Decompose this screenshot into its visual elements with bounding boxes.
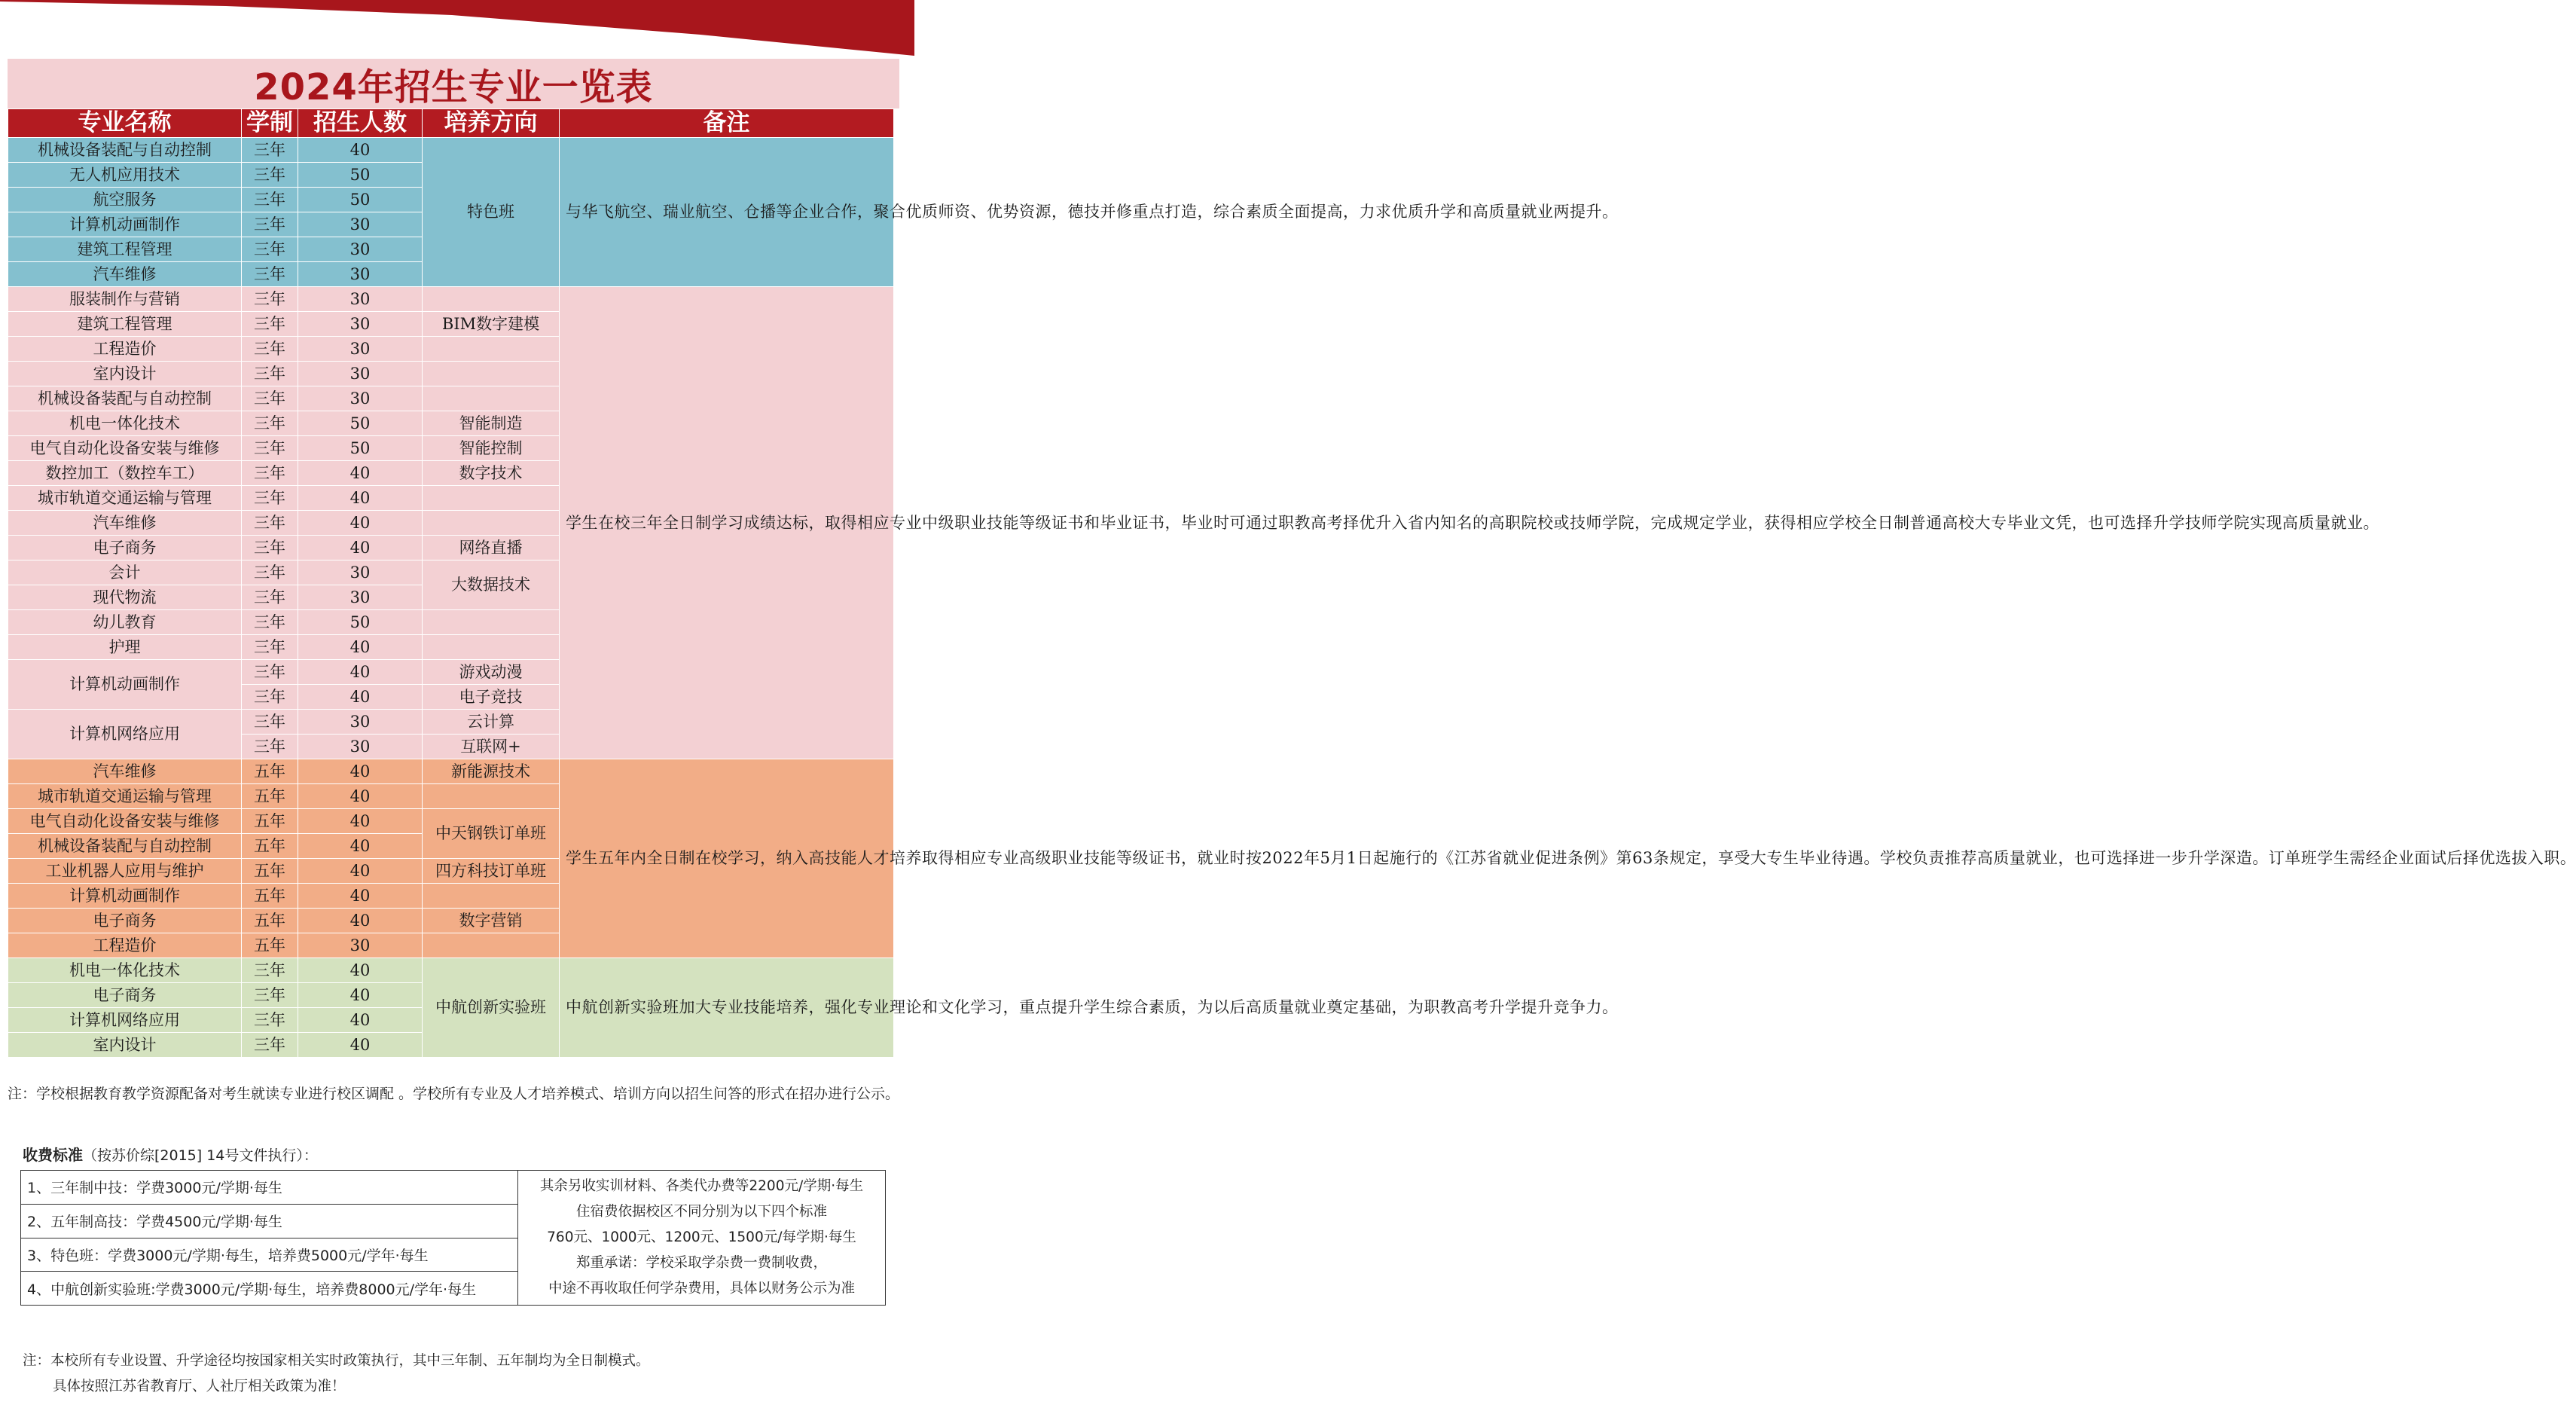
enrollment: 40 [298,138,423,163]
enrollment: 40 [298,536,423,560]
duration: 五年 [242,933,298,958]
major-name: 室内设计 [8,1033,242,1058]
duration: 三年 [242,163,298,188]
enrollment: 40 [298,461,423,486]
duration: 五年 [242,859,298,884]
enrollment: 50 [298,610,423,635]
page-title: 2024年招生专业一览表 [8,59,899,108]
table-row [8,958,894,983]
direction: 大数据技术 [423,560,560,610]
major-name: 数控加工（数控车工） [8,461,242,486]
enrollment: 30 [298,735,423,759]
direction [423,784,560,809]
duration: 三年 [242,710,298,735]
duration: 三年 [242,411,298,436]
direction: 互联网+ [423,735,560,759]
direction [423,337,560,362]
group-three-year [8,287,2379,759]
major-name: 服装制作与营销 [8,287,242,312]
duration: 三年 [242,362,298,386]
enrollment: 30 [298,585,423,610]
enrollment: 30 [298,237,423,262]
duration: 三年 [242,610,298,635]
major-name: 护理 [8,635,242,660]
fee-extra-line: 郑重承诺：学校采取学杂费一费制收费， [575,1255,827,1271]
direction [423,386,560,411]
enrollment: 30 [298,560,423,585]
duration: 三年 [242,585,298,610]
majors-table [8,108,2576,1058]
major-name: 计算机动画制作 [8,660,242,710]
direction [423,884,560,909]
remark: 学生五年内全日制在校学习，纳入高技能人才培养取得相应专业高级职业技能等级证书，就业时按2022年5月1日起施行的《江苏省就业促进条例》第63条规定，享受大专生毕业待遇。学校负责推荐高质量就业，也可选择进一步升学深造。订单班学生需经企业面试后择优选拔入职。 [560,759,894,958]
duration: 三年 [242,983,298,1008]
direction: 特色班 [423,138,560,287]
enrollment: 40 [298,983,423,1008]
fee-extra-info [518,1171,886,1306]
policy-note [23,1348,889,1400]
direction [423,511,560,536]
direction: 网络直播 [423,536,560,560]
direction [423,287,560,312]
major-name: 建筑工程管理 [8,237,242,262]
direction: 数字营销 [423,909,560,933]
remark: 学生在校三年全日制学习成绩达标，取得相应专业中级职业技能等级证书和毕业证书，毕业时可通过职教高考择优升入省内知名的高职院校或技师学院，完成规定学业，获得相应学校全日制普通高校大专毕业文凭，也可选择升学技师学院实现高质量就业。 [560,287,894,759]
major-name: 机械设备装配与自动控制 [8,834,242,859]
direction: 游戏动漫 [423,660,560,685]
header-remarks: 备注 [560,109,894,138]
enrollment: 50 [298,188,423,212]
duration: 五年 [242,809,298,834]
fee-extra-line: 其余另收实训材料、各类代办费等2200元/学期·每生 [539,1178,864,1194]
major-name: 幼儿教育 [8,610,242,635]
major-name: 无人机应用技术 [8,163,242,188]
enrollment: 30 [298,212,423,237]
fee-standard-heading [23,1143,318,1165]
header-direction: 培养方向 [423,109,560,138]
major-name: 计算机网络应用 [8,1008,242,1033]
direction: 中天钢铁订单班 [423,809,560,859]
enrollment: 40 [298,834,423,859]
policy-note-line2: 具体按照江苏省教育厅、人社厅相关政策为准！ [53,1379,346,1394]
enrollment: 40 [298,958,423,983]
duration: 三年 [242,312,298,337]
policy-note-line1: 注：本校所有专业设置、升学途径均按国家相关实时政策执行，其中三年制、五年制均为全日制模式。 [23,1353,650,1369]
major-name: 会计 [8,560,242,585]
duration: 三年 [242,486,298,511]
header-enrollment: 招生人数 [298,109,423,138]
enrollment: 40 [298,859,423,884]
major-name: 机械设备装配与自动控制 [8,386,242,411]
header-duration: 学制 [242,109,298,138]
major-name: 航空服务 [8,188,242,212]
enrollment: 50 [298,436,423,461]
top-decorative-band [0,0,914,59]
duration: 三年 [242,735,298,759]
enrollment: 40 [298,1033,423,1058]
enrollment: 30 [298,386,423,411]
enrollment: 30 [298,710,423,735]
fee-extra-line: 住宿费依据校区不同分别为以下四个标准 [575,1204,827,1220]
major-name: 工业机器人应用与维护 [8,859,242,884]
major-name: 计算机网络应用 [8,710,242,759]
enrollment: 50 [298,411,423,436]
group-innovation-class [8,958,1619,1058]
duration: 三年 [242,685,298,710]
enrollment: 40 [298,759,423,784]
enrollment: 30 [298,933,423,958]
major-name: 计算机动画制作 [8,212,242,237]
fee-row [21,1171,886,1205]
fee-item: 1、三年制中技：学费3000元/学期·每生 [21,1171,518,1205]
fee-extra-line: 760元、1000元、1200元、1500元/每学期·每生 [547,1229,856,1245]
direction: 中航创新实验班 [423,958,560,1058]
fee-table [20,1170,886,1306]
direction: 数字技术 [423,461,560,486]
table-row [8,759,894,784]
remark: 与华飞航空、瑞业航空、仓播等企业合作，聚合优质师资、优势资源，德技并修重点打造，综合素质全面提高，力求优质升学和高质量就业两提升。 [560,138,894,287]
duration: 三年 [242,337,298,362]
duration: 三年 [242,461,298,486]
header-major-name: 专业名称 [8,109,242,138]
table-row [8,138,894,163]
duration: 三年 [242,262,298,287]
table-header-row [8,109,894,138]
fee-title: 收费标准 [23,1146,83,1164]
duration: 三年 [242,237,298,262]
enrollment: 40 [298,784,423,809]
duration: 三年 [242,560,298,585]
remark: 中航创新实验班加大专业技能培养，强化专业理论和文化学习，重点提升学生综合素质，为以后高质量就业奠定基础，为职教高考升学提升竞争力。 [560,958,894,1058]
duration: 三年 [242,958,298,983]
major-name: 机电一体化技术 [8,411,242,436]
enrollment: 40 [298,635,423,660]
fee-item: 2、五年制高技：学费4500元/学期·每生 [21,1204,518,1238]
direction: 智能制造 [423,411,560,436]
major-name: 计算机动画制作 [8,884,242,909]
duration: 三年 [242,138,298,163]
duration: 五年 [242,759,298,784]
direction: 四方科技订单班 [423,859,560,884]
duration: 三年 [242,660,298,685]
major-name: 机械设备装配与自动控制 [8,138,242,163]
direction: BIM数字建模 [423,312,560,337]
direction [423,933,560,958]
major-name: 建筑工程管理 [8,312,242,337]
red-ribbon [0,0,914,56]
major-name: 城市轨道交通运输与管理 [8,486,242,511]
major-name: 电气自动化设备安装与维修 [8,809,242,834]
enrollment: 30 [298,262,423,287]
major-name: 工程造价 [8,337,242,362]
enrollment: 30 [298,337,423,362]
major-name: 工程造价 [8,933,242,958]
enrollment: 30 [298,312,423,337]
direction [423,362,560,386]
direction: 云计算 [423,710,560,735]
duration: 五年 [242,784,298,809]
major-name: 电子商务 [8,909,242,933]
duration: 五年 [242,909,298,933]
direction: 新能源技术 [423,759,560,784]
duration: 三年 [242,1008,298,1033]
duration: 三年 [242,1033,298,1058]
fee-item: 4、中航创新实验班:学费3000元/学期·每生，培养费8000元/学年·每生 [21,1272,518,1306]
major-name: 室内设计 [8,362,242,386]
enrollment: 30 [298,362,423,386]
duration: 三年 [242,287,298,312]
major-name: 机电一体化技术 [8,958,242,983]
enrollment: 40 [298,1008,423,1033]
enrollment: 40 [298,909,423,933]
major-name: 汽车维修 [8,759,242,784]
direction: 智能控制 [423,436,560,461]
enrollment: 40 [298,884,423,909]
enrollment: 40 [298,685,423,710]
duration: 五年 [242,834,298,859]
major-name: 现代物流 [8,585,242,610]
enrollment: 40 [298,511,423,536]
major-name: 电子商务 [8,983,242,1008]
direction [423,486,560,511]
enrollment: 50 [298,163,423,188]
duration: 三年 [242,511,298,536]
group-five-year [8,759,2576,958]
fee-extra-line: 中途不再收取任何学杂费用，具体以财务公示为准 [548,1281,855,1297]
duration: 三年 [242,536,298,560]
major-name: 电子商务 [8,536,242,560]
direction: 电子竞技 [423,685,560,710]
table-row [8,287,894,312]
allocation-footnote: 注：学校根据教育教学资源配备对考生就读专业进行校区调配 。学校所有专业及人才培养模式、培训方向以招生问答的形式在招办进行公示。 [8,1086,900,1102]
fee-item: 3、特色班：学费3000元/学期·每生，培养费5000元/学年·每生 [21,1238,518,1272]
group-featured-classes [8,138,1619,287]
enrollment: 40 [298,660,423,685]
duration: 三年 [242,212,298,237]
major-name: 汽车维修 [8,511,242,536]
enrollment: 40 [298,486,423,511]
duration: 三年 [242,436,298,461]
direction [423,635,560,660]
major-name: 城市轨道交通运输与管理 [8,784,242,809]
duration: 三年 [242,635,298,660]
enrollment: 40 [298,809,423,834]
enrollment: 30 [298,287,423,312]
fee-subtitle: （按苏价综[2015] 14号文件执行）： [83,1147,318,1164]
major-name: 汽车维修 [8,262,242,287]
duration: 五年 [242,884,298,909]
major-name: 电气自动化设备安装与维修 [8,436,242,461]
duration: 三年 [242,386,298,411]
duration: 三年 [242,188,298,212]
direction [423,610,560,635]
